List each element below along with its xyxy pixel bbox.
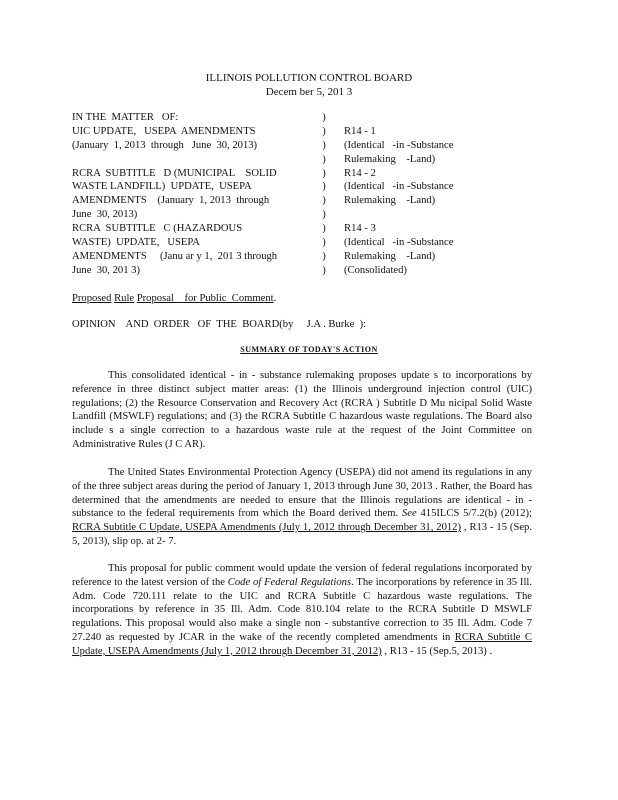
paragraph-usepa — [72, 466, 532, 549]
cfr-title: Code of Federal Regulations — [227, 576, 352, 588]
paragraph-text: The United States Environmental Protection Agency (USEPA) did not amend its regulations in any of the three subject areas during the period of January 1, 2013 through June 30, 2013 . Rather, the Board has determined that the amendments are needed to ensure that the Illinois regulations are identical - in - substance to the federal requirements from which the Board derived them. — [72, 467, 532, 520]
caption-row: AMENDMENTS (Janu ar y 1, 201 3 through ) Rulemaking -Land) — [72, 250, 436, 262]
rule-word: Rule — [114, 293, 135, 304]
caption-row: WASTE) UPDATE, USEPA ) (Identical -in -Substance — [72, 237, 454, 249]
caption-row: UIC UPDATE, USEPA AMENDMENTS ) R14 - 1 — [72, 125, 376, 137]
caption-row: ) Rulemaking -Land) — [322, 153, 436, 165]
caption-row: RCRA SUBTITLE D (MUNICIPAL SOLID ) R14 - 2 — [72, 167, 376, 179]
case-citation: RCRA Subtitle C Update, USEPA Amendments (July 1, 2012 through December 31, 2012) — [72, 522, 461, 534]
paragraph-summary — [72, 369, 532, 452]
see-signal: See — [401, 508, 417, 520]
paragraph-proposal — [72, 562, 532, 659]
case-citation: RCRA Subtitle C Update, USEPA Amendments (July 1, 2012 through December 31, 2012) — [72, 631, 532, 657]
document-date: Decem ber 5, 201 3 — [265, 86, 353, 98]
caption-row: RCRA SUBTITLE C (HAZARDOUS ) R14 - 3 — [72, 223, 376, 235]
proposed-word: Proposed — [72, 293, 112, 304]
paragraph-text-continued: . The incorporations by reference in 35 Ill. Adm. Code 720.111 relate to the UIC and RCRA Subtitle C hazardous waste regulations. The incorporations by reference in 35 Ill. Adm. Code 810.104 relate to the RCRA Subtitle D MSWLF regulations. This proposal would also make a single non - substantive correction to 35 Ill. Adm. Code 7 27.240 as requested by JCAR in the wake of the recently completed amendments in — [72, 576, 532, 643]
paragraph-text: This proposal for public comment would update the version of federal regulations incorporated by reference to the latest version of the — [72, 563, 532, 588]
proposed-rule-line — [72, 292, 552, 306]
proposed-period: . — [273, 293, 277, 304]
caption-row: June 30, 2013) ) — [72, 209, 326, 221]
summary-heading: SUMMARY OF TODAY'S ACTION — [240, 345, 378, 354]
agency-name: ILLINOIS POLLUTION CONTROL BOARD — [205, 72, 413, 84]
document-header — [0, 71, 618, 99]
case-caption — [72, 111, 552, 278]
opinion-heading: OPINION AND ORDER OF THE BOARD(by J.A . Burke ): — [72, 319, 367, 330]
citation-tail: , R13 - 15 (Sep.5, 2013) . — [384, 645, 493, 657]
caption-row: AMENDMENTS (January 1, 2013 through ) Rulemaking -Land) — [72, 195, 436, 207]
caption-row: IN THE MATTER OF: ) — [72, 112, 326, 123]
paragraph-text: This consolidated identical - in - substance rulemaking proposes update s to incorporations by reference in three distinct subject matter areas: (1) the Illinois underground injection control (UIC) regulations; (2) the Resource Conservation and Recovery Act (RCRA ) Subtitle D Mu nicipal Solid Waste Landfill (MSWLF) regulations; and (3) the RCRA Subtitle C hazardous waste regulations. The Board also include s a single correction to a hazardous waste rule at the request of the Joint Committee on Administrative Rules (J C AR). — [72, 370, 532, 450]
statute-citation: 415ILCS 5/7.2(b) (2012); — [420, 508, 533, 520]
caption-row: WASTE LANDFILL) UPDATE, USEPA ) (Identical -in -Substance — [72, 181, 454, 193]
citation-tail: , R13 - 15 (Sep. 5, 2013), slip op. at 2- 7. — [72, 522, 532, 547]
caption-row: June 30, 201 3) ) (Consolidated) — [72, 264, 407, 276]
caption-row: (January 1, 2013 through June 30, 2013) ) (Identical -in -Substance — [72, 139, 454, 151]
proposal-for-public-comment: Proposal for Public Comment — [136, 293, 274, 304]
